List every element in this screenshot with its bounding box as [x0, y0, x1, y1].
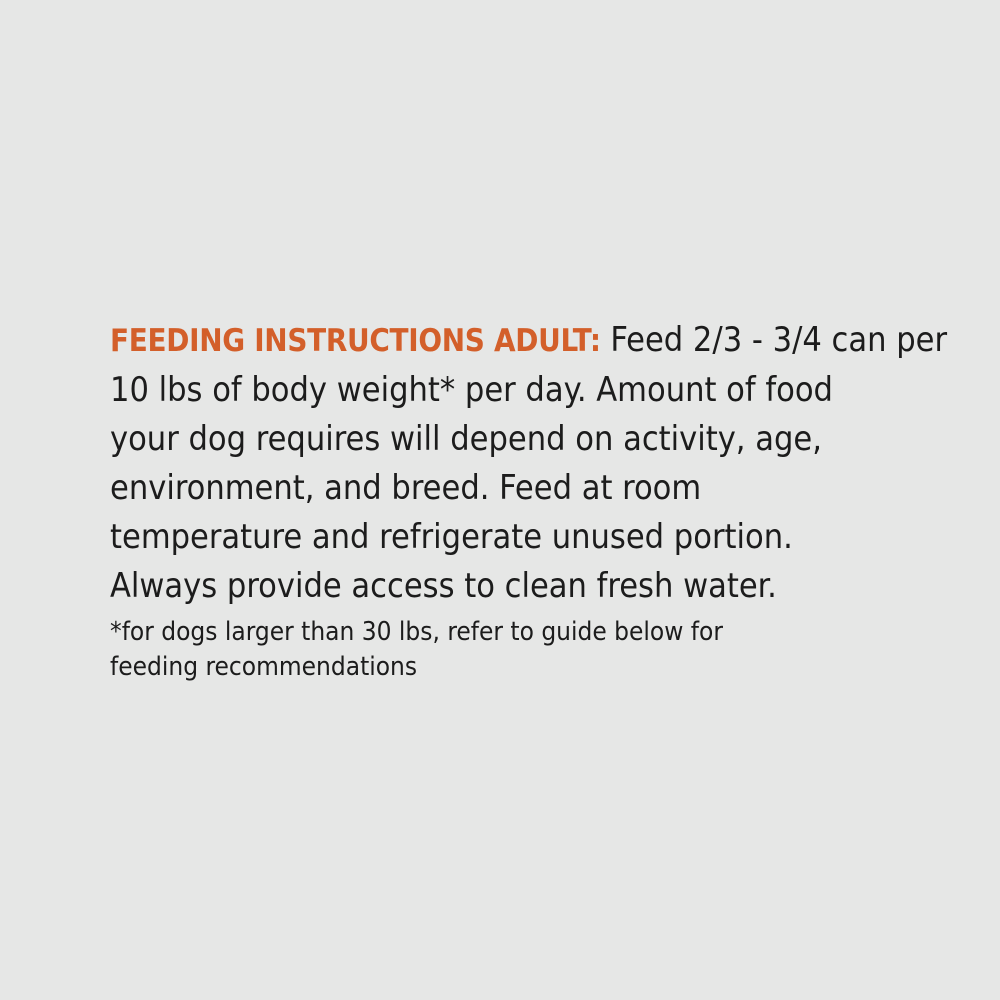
feeding-instructions-heading: FEEDING INSTRUCTIONS ADULT: [110, 323, 601, 359]
footnote-line-2: feeding recommendations [110, 652, 418, 682]
instruction-line-1 [110, 316, 948, 366]
footnote [110, 615, 930, 685]
instruction-line-1-text: Feed 2/3 - 3/4 can per [600, 320, 948, 360]
instruction-line-5: temperature and refrigerate unused portion. [110, 517, 793, 557]
footnote-line-1: *for dogs larger than 30 lbs, refer to guide below for [110, 617, 723, 647]
instruction-line-3: your dog requires will depend on activity, age, [110, 419, 822, 459]
feeding-instructions-panel [110, 316, 948, 685]
instruction-line-4: environment, and breed. Feed at room [110, 468, 702, 508]
instruction-line-2: 10 lbs of body weight* per day. Amount of food [110, 370, 833, 410]
feeding-instructions-text [110, 316, 948, 611]
instruction-line-6: Always provide access to clean fresh water. [110, 566, 777, 606]
